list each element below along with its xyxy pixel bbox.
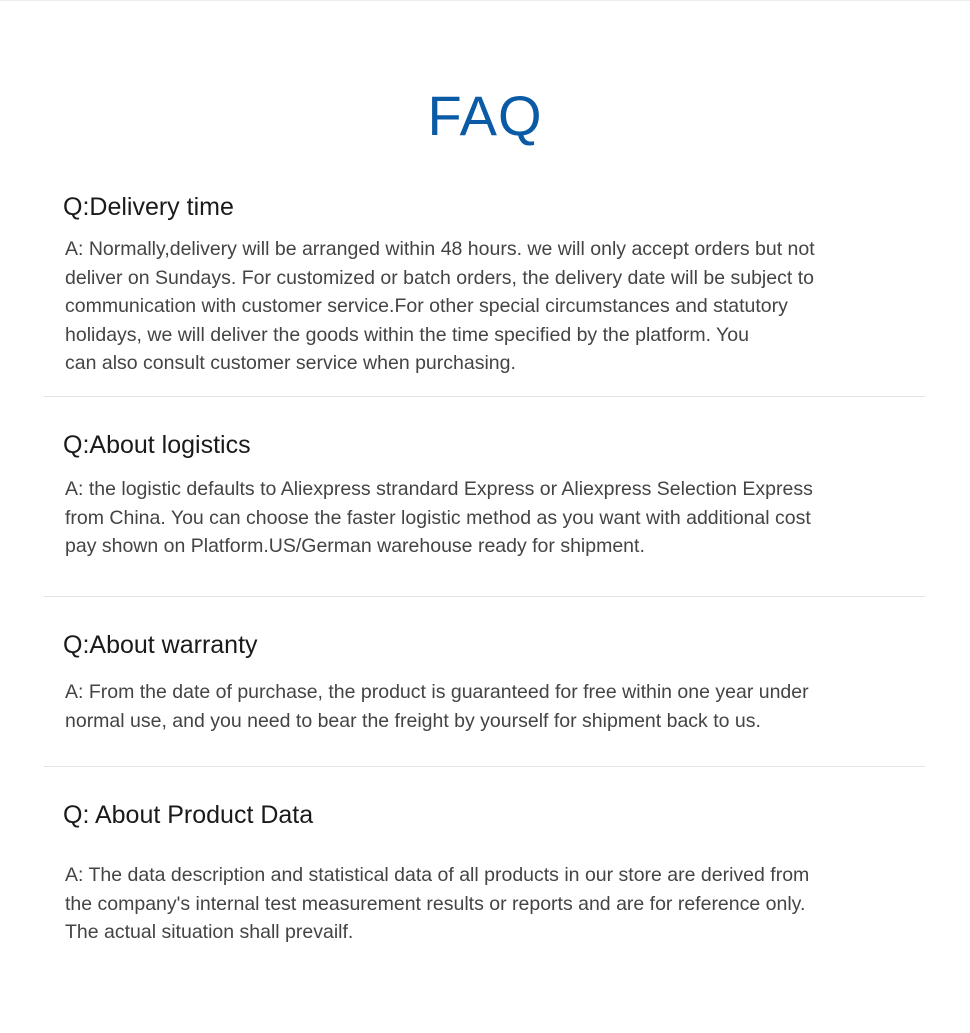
- section-divider: [44, 596, 925, 597]
- faq-question: Q:Delivery time: [63, 193, 234, 221]
- top-divider: [0, 0, 970, 1]
- faq-answer: [65, 678, 895, 735]
- faq-question: Q:About logistics: [63, 431, 251, 459]
- faq-answer-line: A: the logistic defaults to Aliexpress strandard Express or Aliexpress Selection Express: [65, 478, 813, 500]
- faq-answer: [65, 475, 895, 561]
- faq-answer-line: A: From the date of purchase, the product is guaranteed for free within one year under: [65, 681, 809, 703]
- faq-answer-line: A: Normally,delivery will be arranged within 48 hours. we will only accept orders but not: [65, 238, 815, 260]
- faq-answer-line: A: The data description and statistical data of all products in our store are derived from: [65, 864, 810, 886]
- section-divider: [44, 396, 925, 397]
- faq-answer: [65, 861, 895, 947]
- faq-answer-line: from China. You can choose the faster logistic method as you want with additional cost: [65, 506, 811, 529]
- faq-answer-line: the company's internal test measurement results or reports and are for reference only.: [65, 892, 806, 915]
- faq-answer-line: pay shown on Platform.US/German warehouse ready for shipment.: [65, 535, 645, 557]
- faq-question: Q:About warranty: [63, 631, 258, 659]
- faq-answer-line: normal use, and you need to bear the freight by yourself for shipment back to us.: [65, 709, 761, 732]
- faq-answer-line: deliver on Sundays. For customized or batch orders, the delivery date will be subject to: [65, 266, 814, 289]
- faq-answer: [65, 235, 895, 378]
- faq-answer-line: The actual situation shall prevailf.: [65, 921, 354, 943]
- page-title: FAQ: [427, 84, 543, 147]
- faq-question: Q: About Product Data: [63, 801, 314, 829]
- section-divider: [44, 766, 925, 767]
- faq-answer-line: can also consult customer service when purchasing.: [65, 352, 516, 374]
- faq-answer-line: communication with customer service.For other special circumstances and statutory: [65, 295, 788, 317]
- faq-answer-line: holidays, we will deliver the goods within the time specified by the platform. You: [65, 323, 749, 346]
